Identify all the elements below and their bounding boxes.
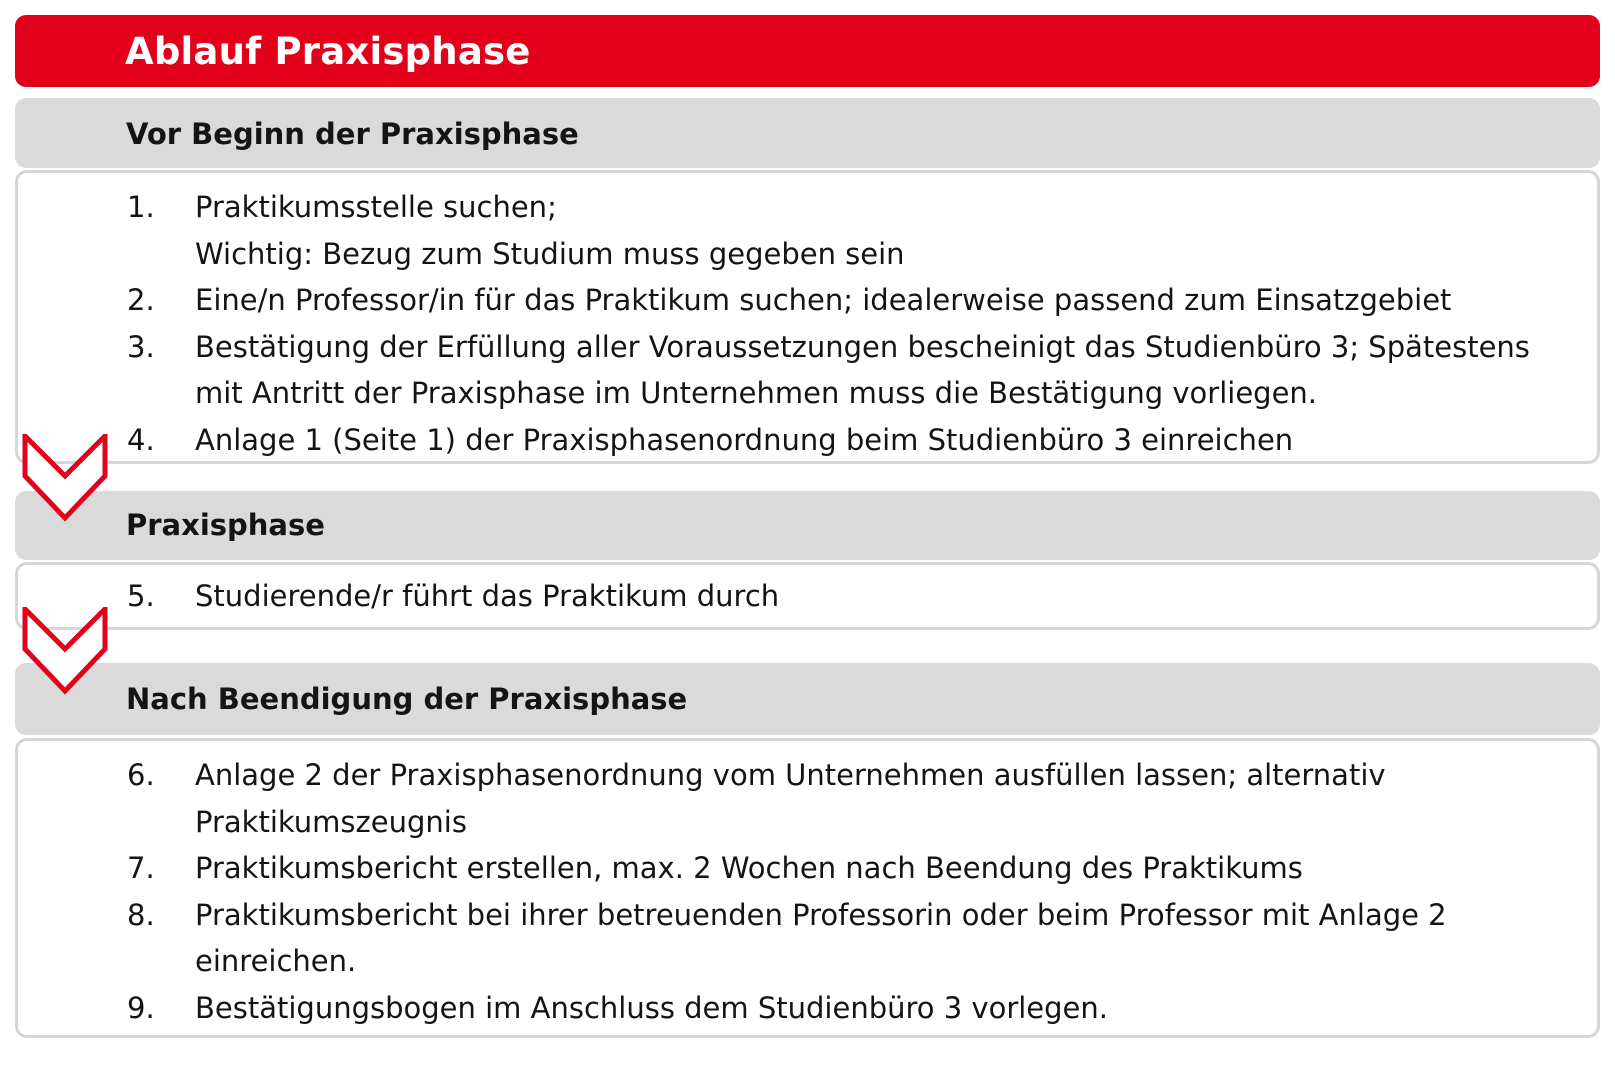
step-number: 6. (127, 758, 155, 792)
list-item (18, 277, 1530, 324)
section-body-vor-beginn (15, 170, 1600, 464)
section-heading: Praxisphase (126, 508, 325, 542)
step-number: 8. (127, 897, 155, 932)
step-number: 9. (127, 990, 155, 1025)
section-header-praxisphase (15, 491, 1600, 560)
step-text (18, 985, 1447, 1032)
step-line: Bestätigungsbogen im Anschluss dem Studienbüro 3 vorlegen. (195, 990, 1108, 1025)
section-heading: Nach Beendigung der Praxisphase (126, 682, 688, 716)
list-item (18, 892, 1447, 985)
step-text (18, 277, 1530, 324)
section-body-praxisphase (15, 562, 1600, 630)
section-body-nach-beendigung (15, 738, 1600, 1038)
step-line: Bestätigung der Erfüllung aller Voraussetzungen bescheinigt das Studienbüro 3; Spätestens (195, 329, 1530, 364)
step-line: Praktikumszeugnis (195, 804, 467, 839)
step-number: 1. (127, 190, 155, 224)
list-item (18, 573, 779, 620)
step-text (18, 892, 1447, 985)
step-text (18, 845, 1447, 892)
step-line: einreichen. (195, 944, 357, 978)
step-text (18, 417, 1530, 464)
title-banner (15, 15, 1600, 87)
step-text (18, 752, 1447, 845)
step-number: 4. (127, 422, 155, 457)
step-list (18, 752, 1447, 1031)
step-line: Eine/n Professor/in für das Praktikum suchen; idealerweise passend zum Einsatzgebiet (195, 283, 1452, 317)
chevron-down-arrow-icon (22, 607, 108, 695)
step-text (18, 184, 1530, 277)
step-number: 3. (127, 329, 155, 364)
step-number: 2. (127, 283, 155, 317)
step-list (18, 184, 1530, 463)
step-list (18, 573, 779, 620)
section-heading: Vor Beginn der Praxisphase (126, 117, 579, 151)
list-item (18, 985, 1447, 1032)
step-number: 5. (127, 579, 155, 613)
step-line: Studierende/r führt das Praktikum durch (195, 579, 780, 613)
step-text (18, 324, 1530, 417)
list-item (18, 417, 1530, 464)
step-line: Praktikumsbericht bei ihrer betreuenden Professorin oder beim Professor mit Anlage 2 (195, 897, 1447, 932)
page-title: Ablauf Praxisphase (125, 30, 531, 73)
step-line: mit Antritt der Praxisphase im Unternehmen muss die Bestätigung vorliegen. (195, 376, 1318, 410)
section-header-vor-beginn (15, 98, 1600, 168)
chevron-down-arrow-icon (22, 434, 108, 522)
step-line: Wichtig: Bezug zum Studium muss gegeben sein (195, 236, 905, 271)
step-number: 7. (127, 851, 155, 885)
list-item (18, 845, 1447, 892)
step-line: Praktikumsbericht erstellen, max. 2 Wochen nach Beendung des Praktikums (195, 851, 1303, 885)
list-item (18, 752, 1447, 845)
section-header-nach-beendigung (15, 663, 1600, 735)
list-item (18, 184, 1530, 277)
step-line: Anlage 1 (Seite 1) der Praxisphasenordnung beim Studienbüro 3 einreichen (195, 422, 1294, 457)
step-line: Praktikumsstelle suchen; (195, 190, 557, 224)
list-item (18, 324, 1530, 417)
step-line: Anlage 2 der Praxisphasenordnung vom Unternehmen ausfüllen lassen; alternativ (195, 758, 1386, 792)
